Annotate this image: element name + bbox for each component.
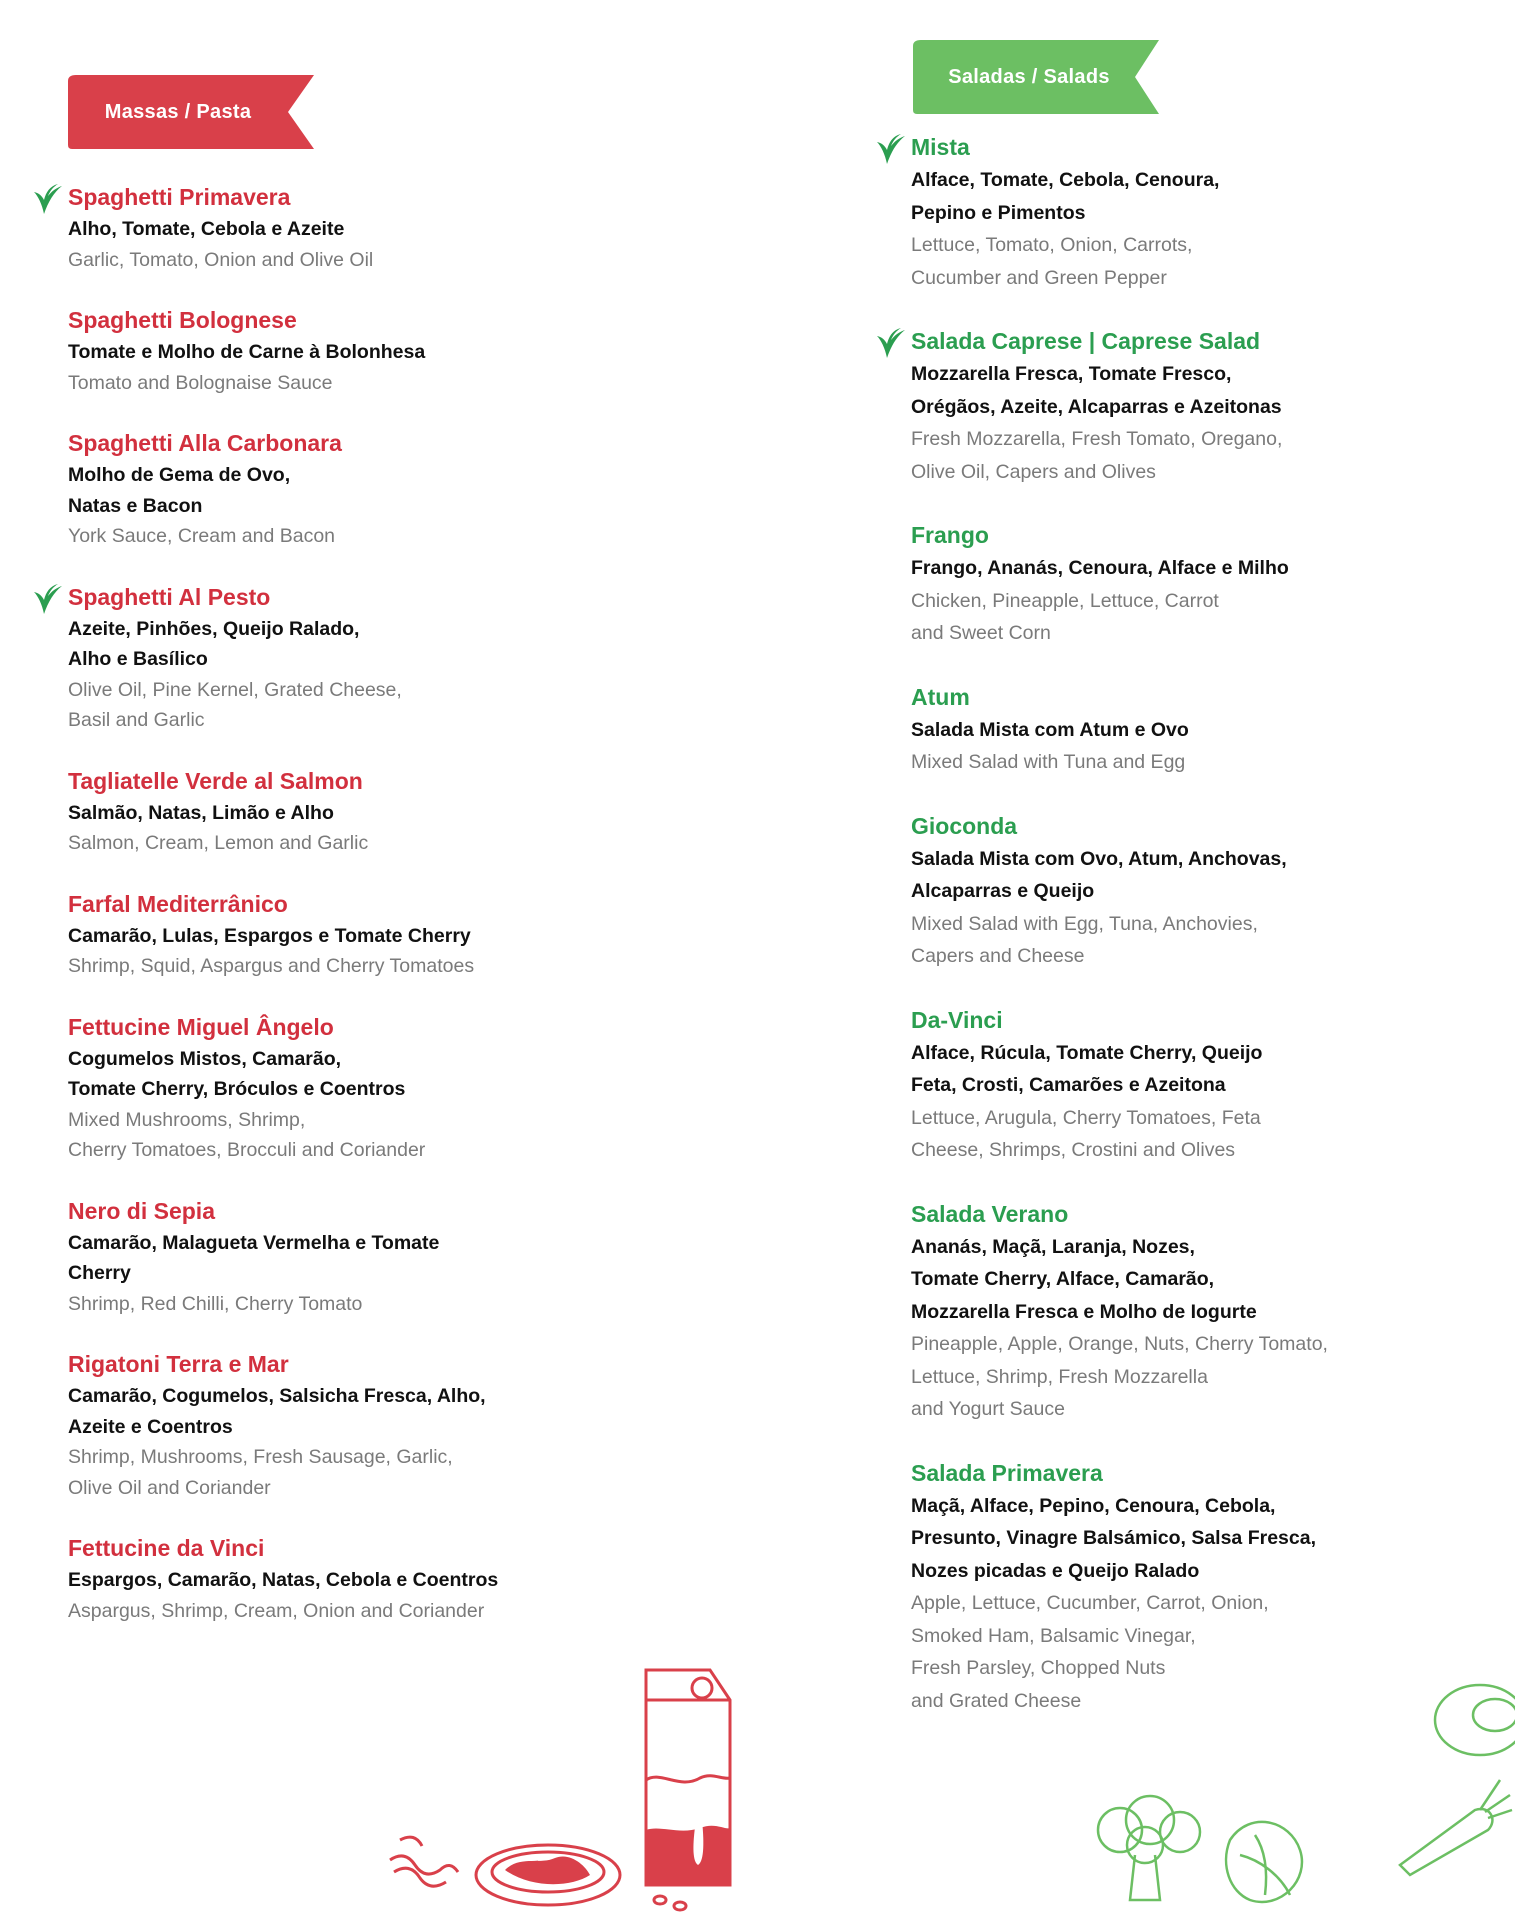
menu-item-description-pt: Salmão, Natas, Limão e Alho (68, 801, 334, 824)
menu-item-description-en: Cucumber and Green Pepper (911, 266, 1167, 289)
menu-item-name: Fettucine Miguel Ângelo (68, 1013, 334, 1040)
menu-item-description-en: Shrimp, Mushrooms, Fresh Sausage, Garlic, (68, 1446, 453, 1468)
menu-item-description-en: Cheese, Shrimps, Crostini and Olives (911, 1139, 1236, 1161)
menu-item-name: Frango (911, 522, 989, 548)
menu-item-description-pt: Salada Mista com Atum e Ovo (911, 718, 1189, 741)
pasta-menu-item (68, 580, 668, 736)
menu-item-description-en: Shrimp, Red Chilli, Cherry Tomato (68, 1292, 363, 1315)
menu-item-description-pt: Alho e Basílico (68, 648, 208, 670)
menu-item-description-pt: Cherry (68, 1262, 131, 1284)
menu-item-description-pt: Tomate Cherry, Alface, Camarão, (911, 1268, 1215, 1290)
menu-item-name: Spaghetti Primavera (68, 184, 291, 210)
menu-item-description-pt: Cogumelos Mistos, Camarão, (68, 1047, 342, 1070)
menu-item-description-en: and Sweet Corn (911, 622, 1051, 644)
menu-item-description-en: Fresh Mozzarella, Fresh Tomato, Oregano, (911, 428, 1283, 450)
menu-item-description-en: Olive Oil and Coriander (68, 1476, 271, 1499)
menu-item-description-en: Cherry Tomatoes, Brocculi and Coriander (68, 1139, 426, 1161)
vegetables-illustration (1040, 1660, 1515, 1920)
menu-item-name: Spaghetti Al Pesto (68, 583, 271, 610)
menu-item-name: Salada Primavera (911, 1459, 1103, 1486)
menu-item-description-pt: Azeite e Coentros (68, 1415, 233, 1438)
pasta-menu-list (68, 180, 668, 1654)
menu-item-description-pt: Camarão, Lulas, Espargos e Tomate Cherry (68, 924, 471, 947)
menu-item-description-pt: Alho, Tomate, Cebola e Azeite (68, 218, 345, 240)
menu-item-description-en: Apple, Lettuce, Cucumber, Carrot, Onion, (911, 1592, 1269, 1614)
menu-item-name: Salada Verano (911, 1200, 1069, 1227)
menu-item-description-pt: Molho de Gema de Ovo, (68, 464, 291, 486)
salads-section-banner (913, 40, 1159, 114)
menu-item-description-en: Smoked Ham, Balsamic Vinegar, (911, 1624, 1196, 1647)
menu-item-description-en: Aspargus, Shrimp, Cream, Onion and Coriander (68, 1599, 485, 1622)
menu-item-name: Salada Caprese | Caprese Salad (911, 328, 1261, 354)
salads-menu-list (911, 130, 1431, 1747)
pasta-section-banner (68, 75, 314, 149)
pasta-menu-item (68, 180, 668, 275)
salads-section-title: Saladas / Salads (948, 66, 1110, 88)
menu-item-description-pt: Tomate e Molho de Carne à Bolonhesa (68, 341, 426, 363)
menu-item-description-en: Lettuce, Shrimp, Fresh Mozzarella (911, 1365, 1208, 1388)
menu-item-description-en: and Yogurt Sauce (911, 1398, 1065, 1420)
pasta-menu-item (68, 1531, 668, 1626)
menu-item-description-pt: Mozzarella Fresca, Tomate Fresco, (911, 363, 1232, 385)
menu-item-description-pt: Camarão, Malagueta Vermelha e Tomate (68, 1231, 440, 1254)
menu-item-description-pt: Feta, Crosti, Camarões e Azeitona (911, 1074, 1226, 1096)
menu-item-description-en: Mixed Mushrooms, Shrimp, (68, 1108, 306, 1131)
menu-item-name: Spaghetti Bolognese (68, 307, 297, 333)
menu-item-description-en: Garlic, Tomato, Onion and Olive Oil (68, 248, 374, 271)
pasta-menu-item (68, 887, 668, 982)
menu-item-name: Atum (911, 683, 970, 710)
menu-item-name: Gioconda (911, 812, 1018, 839)
salads-menu-item (911, 1197, 1431, 1426)
menu-item-description-pt: Natas e Bacon (68, 494, 203, 517)
menu-item-description-en: Basil and Garlic (68, 709, 205, 731)
menu-item-description-en: Mixed Salad with Egg, Tuna, Anchovies, (911, 912, 1258, 935)
salads-menu-item (911, 324, 1431, 488)
menu-item-description-pt: Maçã, Alface, Pepino, Cenoura, Cebola, (911, 1494, 1276, 1517)
menu-item-description-en: Lettuce, Tomato, Onion, Carrots, (911, 234, 1193, 256)
menu-item-description-en: Olive Oil, Capers and Olives (911, 460, 1156, 483)
menu-item-name: Fettucine da Vinci (68, 1535, 265, 1561)
salads-menu-item (911, 518, 1431, 650)
pasta-menu-item (68, 1347, 668, 1503)
pasta-menu-item (68, 1010, 668, 1166)
pasta-menu-item (68, 1194, 668, 1320)
menu-item-description-en: Salmon, Cream, Lemon and Garlic (68, 832, 369, 854)
menu-item-description-en: Lettuce, Arugula, Cherry Tomatoes, Feta (911, 1106, 1261, 1129)
menu-item-description-pt: Pepino e Pimentos (911, 201, 1086, 224)
menu-item-name: Spaghetti Alla Carbonara (68, 430, 342, 456)
menu-item-description-pt: Tomate Cherry, Bróculos e Coentros (68, 1078, 406, 1100)
menu-item-description-pt: Alface, Tomate, Cebola, Cenoura, (911, 169, 1220, 191)
menu-item-description-pt: Frango, Ananás, Cenoura, Alface e Milho (911, 557, 1289, 579)
salads-menu-item (911, 130, 1431, 294)
vegetarian-leaf-icon (30, 582, 64, 616)
menu-item-description-pt: Alcaparras e Queijo (911, 880, 1095, 902)
menu-item-description-en: Tomato and Bolognaise Sauce (68, 371, 333, 394)
salads-menu-item (911, 809, 1431, 973)
menu-item-description-pt: Espargos, Camarão, Natas, Cebola e Coentros (68, 1569, 499, 1591)
pasta-menu-item (68, 764, 668, 859)
menu-item-name: Da-Vinci (911, 1006, 1003, 1033)
menu-item-description-en: Shrimp, Squid, Aspargus and Cherry Tomatoes (68, 955, 475, 977)
vegetarian-leaf-icon (873, 132, 907, 166)
vegetarian-leaf-icon (30, 182, 64, 216)
menu-item-description-en: York Sauce, Cream and Bacon (68, 525, 336, 547)
vegetarian-leaf-icon (873, 326, 907, 360)
menu-item-name: Mista (911, 134, 970, 160)
pasta-section-title: Massas / Pasta (104, 101, 252, 123)
menu-item-description-en: Pineapple, Apple, Orange, Nuts, Cherry Tomato, (911, 1333, 1328, 1355)
menu-item-description-en: and Grated Cheese (911, 1689, 1082, 1712)
pasta-menu-item (68, 303, 668, 398)
menu-item-description-pt: Nozes picadas e Queijo Ralado (911, 1559, 1200, 1582)
menu-item-description-en: Chicken, Pineapple, Lettuce, Carrot (911, 589, 1219, 612)
salads-menu-item (911, 1003, 1431, 1167)
menu-item-name: Rigatoni Terra e Mar (68, 1351, 289, 1377)
salads-menu-item (911, 680, 1431, 779)
menu-item-description-en: Olive Oil, Pine Kernel, Grated Cheese, (68, 678, 402, 701)
menu-item-name: Tagliatelle Verde al Salmon (68, 767, 363, 794)
pasta-illustration (380, 1660, 740, 1920)
menu-item-description-en: Capers and Cheese (911, 945, 1085, 967)
menu-item-description-pt: Salada Mista com Ovo, Atum, Anchovas, (911, 847, 1287, 870)
menu-item-description-pt: Camarão, Cogumelos, Salsicha Fresca, Alho, (68, 1385, 486, 1407)
menu-item-description-pt: Ananás, Maçã, Laranja, Nozes, (911, 1235, 1195, 1258)
menu-item-description-pt: Azeite, Pinhões, Queijo Ralado, (68, 617, 360, 640)
menu-item-description-en: Fresh Parsley, Chopped Nuts (911, 1657, 1166, 1679)
menu-item-description-en: Mixed Salad with Tuna and Egg (911, 751, 1186, 773)
menu-item-description-pt: Presunto, Vinagre Balsámico, Salsa Fresca, (911, 1527, 1316, 1549)
pasta-menu-item (68, 426, 668, 552)
menu-item-name: Nero di Sepia (68, 1197, 215, 1224)
menu-item-name: Farfal Mediterrânico (68, 890, 288, 917)
menu-item-description-pt: Mozzarella Fresca e Molho de Iogurte (911, 1300, 1257, 1323)
menu-item-description-pt: Alface, Rúcula, Tomate Cherry, Queijo (911, 1041, 1263, 1064)
menu-item-description-pt: Orégãos, Azeite, Alcaparras e Azeitonas (911, 395, 1282, 418)
